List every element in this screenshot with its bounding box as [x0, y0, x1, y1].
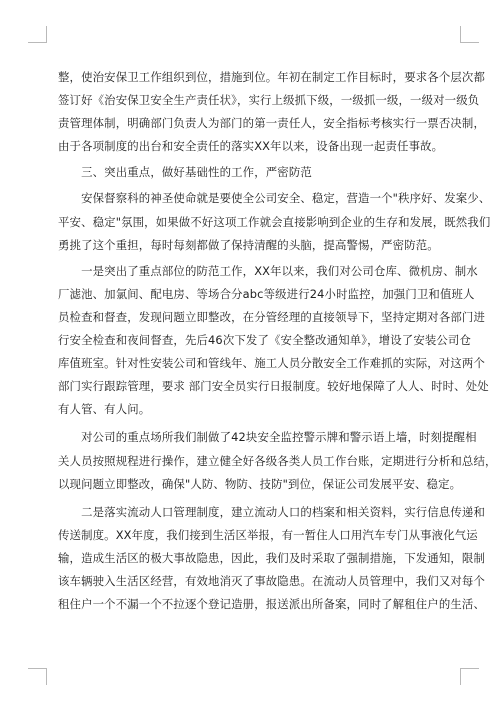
text-line: 传送制度。XX年度，我们接到生活区举报，有一暂住人口用汽车专门从事液化气运 [58, 527, 478, 542]
text-line: 输，造成生活区的极大事故隐患，因此，我们及时采取了强制措施，下发通知，限制 [58, 550, 486, 565]
text-line: 库值班室。针对性安装公司和管线年、施工人员分散安全工作难抓的实际，对这两个 [58, 356, 486, 371]
text-line: 对公司的重点场所我们制做了42块安全监控警示牌和警示语上墙，时刻提醒相 [58, 430, 477, 445]
text-line: 员检查和督查，发现问题立即整改，在分管经理的直接领导下，坚持定期对各部门进 [58, 309, 486, 324]
text-line: 行安全检查和夜间督查，先后46次下发了《安全整改通知单》，增设了安装公司仓 [58, 333, 472, 348]
crop-mark-top-right [460, 26, 479, 43]
crop-mark-bottom-right [460, 668, 479, 685]
text-line: 部门实行跟踪管理，要求 部门安全员实行日报制度。较好地保障了人人、时时、处处 [58, 379, 489, 394]
text-line: 一是突出了重点部位的防范工作，XX年以来，我们对公司仓库、微机房、制水 [58, 263, 478, 278]
text-line: 签订好《治安保卫安全生产责任状》，实行上级抓下级，一级抓一级，一级对一级负 [58, 93, 480, 108]
text-line: 该车辆驶入生活区经营，有效地消灭了事故隐患。在流动人员管理中，我们又对每个 [58, 573, 486, 588]
text-line: 整，使治安保卫工作组织到位，措施到位。年初在制定工作目标时，要求各个层次都 [58, 70, 486, 84]
text-line: 勇挑了这个重担，每时每刻都做了保持清醒的头脑，提高警惕，严密防范。 [58, 237, 439, 252]
text-line: 责管理体制，明确部门负责人为部门的第一责任人，安全指标考核实行一票否决制， [58, 116, 486, 131]
text-line: 安保督察科的神圣使命就是要使全公司安全、稳定，营造一个"秩序好、发案少、 [58, 191, 491, 206]
text-line: 租住户一个不漏一个不拉逐个登记造册，报送派出所备案，同时了解租住户的生活、 [58, 597, 486, 612]
crop-mark-top-left [28, 26, 47, 43]
document-body [58, 66, 497, 616]
text-line: 由于各项制度的出台和安全责任的落实XX年以来，设备出现一起责任事故。 [58, 139, 444, 154]
text-line: 关人员按照规程进行操作，建立健全好各级各类人员工作台账，定期进行分析和总结， [58, 453, 497, 468]
text-line: 平安、稳定"氛围，如果做不好这项工作就会直接影响到企业的生存和发展，既然我们 [58, 214, 491, 229]
text-line: 有人管、有人问。 [58, 402, 151, 417]
text-line: 以现问题立即整改，确保"人防、物防、技防"到位，保证公司发展平安、稳定。 [58, 476, 462, 491]
text-line: 厂滤池、加氯间、配电房、等场合分abc等级进行24小时监控，加强门卫和值班人 [58, 286, 475, 301]
crop-mark-bottom-left [28, 668, 47, 685]
text-line: 二是落实流动人口管理制度，建立流动人口的档案和相关资料，实行信息传递和 [58, 504, 486, 519]
section-heading: 三、突出重点，做好基础性的工作，严密防范 [58, 165, 312, 180]
